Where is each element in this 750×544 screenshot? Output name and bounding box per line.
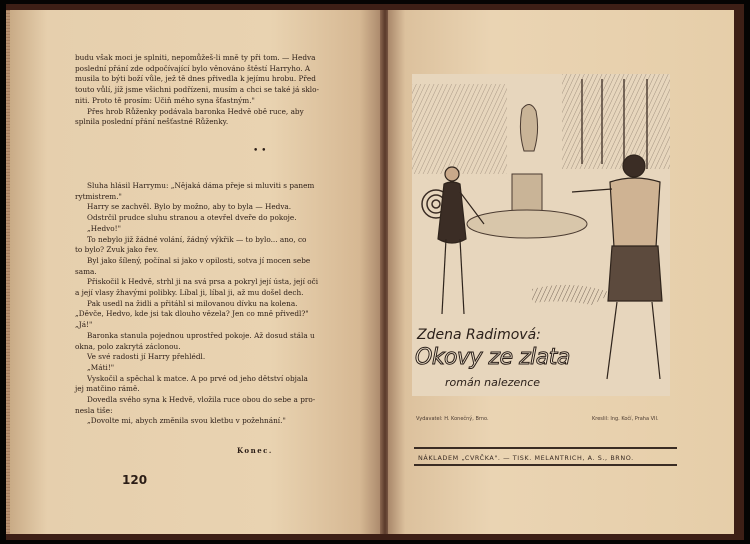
text-line: Dovedla svého syna k Hedvě, vložila ruce obou do sebe a pro- bbox=[87, 395, 316, 405]
text-line: „Děvče, Hedvo, kde jsi tak dlouho vězela? Jen co mně přivedl?" bbox=[75, 309, 309, 319]
section-separator: • • bbox=[253, 146, 267, 156]
divider-rule bbox=[414, 464, 677, 466]
text-line: Ve své radosti jí Harry přehlédl. bbox=[87, 352, 206, 362]
publisher-imprint: NÁKLADEM „CVRČKA". — TISK. MELANTRICH, A. S., BRNO. bbox=[418, 454, 634, 462]
text-line: Baronka stanula pojednou uprostřed pokoje. Až dosud stála u bbox=[87, 330, 315, 340]
text-line: nesla tiše: bbox=[75, 405, 113, 415]
author-name: Zdena Radimová: bbox=[417, 327, 541, 343]
text-line: Přiskočil k Hedvě, strhl ji na svá prsa a pokryl její ústa, její oči bbox=[87, 277, 319, 287]
text-line: budu však moci je splniti, nepomůžeš-li mně ty při tom. — Hedva bbox=[75, 53, 316, 62]
text-line: „Hedvo!" bbox=[87, 223, 121, 233]
text-line: niti. Proto tě prosím: Učiň mého syna šťastným." bbox=[75, 95, 255, 105]
text-line: jej matčino rámě. bbox=[75, 384, 140, 394]
trees-left bbox=[412, 84, 507, 174]
text-line: rytmistrem." bbox=[75, 191, 122, 201]
text-line: Byl jako šílený, počínal si jako v opilosti, sotva jí mocen sebe bbox=[87, 255, 311, 265]
text-line: sama. bbox=[75, 266, 97, 276]
text-line: To nebylo již žádné volání, žádný výkřik — to bylo... ano, co bbox=[87, 234, 307, 244]
text-line: musila to býti boží vůle, jež tě dnes přivedla k jejímu hrobu. Před bbox=[75, 74, 316, 84]
text-line: Přes hrob Růženky podávala baronka Hedvě obě ruce, aby bbox=[87, 106, 304, 116]
text-line: „Máti!" bbox=[87, 362, 115, 372]
text-line: a její vlasy žhavými polibky. Líbal ji, líbal ji, až mu došel dech. bbox=[75, 288, 304, 298]
open-book bbox=[6, 4, 744, 540]
text-line: Vyskočil a spěchal k matce. A po prvé od jeho dětství objala bbox=[87, 373, 308, 383]
divider-rule bbox=[414, 447, 677, 449]
end-mark: Konec. bbox=[237, 446, 273, 455]
text-line: to bylo? Zvuk jako řev. bbox=[75, 245, 159, 255]
building-columns bbox=[562, 74, 670, 169]
book-title: Okovy ze zlata bbox=[415, 345, 570, 370]
text-line: „Dovolte mi, abych změnila svou kletbu v požehnání." bbox=[87, 416, 286, 426]
text-line: Pak usedl na židli a přitáhl si milovanou dívku na kolena. bbox=[87, 298, 298, 308]
text-line: „Já!" bbox=[75, 320, 93, 330]
text-line: Sluha hlásil Harrymu: „Nějaká dáma přeje si mluviti s panem bbox=[87, 181, 315, 190]
text-line: touto vůlí, jíž jsme všichni podřízeni, musím a chci se také já sklo- bbox=[75, 85, 320, 95]
text-line: splnila poslední přání nešťastné Růženky. bbox=[75, 117, 229, 127]
left-page bbox=[10, 10, 382, 534]
publisher-credit: Vydavatel: H. Konečný, Brno. bbox=[416, 416, 489, 422]
text-line: okna, polo zakrytá záclonou. bbox=[75, 341, 181, 351]
text-line: poslední přání zde odpočívající bylo věnováno štěstí Harryho. A bbox=[75, 63, 311, 73]
text-line: Harry se zachvěl. Bylo by možno, aby to byla — Hedva. bbox=[87, 202, 292, 212]
text-line: Odstrčil prudce sluhu stranou a otevřel dveře do pokoje. bbox=[87, 213, 297, 223]
book-subtitle: román nalezence bbox=[445, 376, 541, 389]
page-number: 120 bbox=[122, 473, 148, 487]
text-block-top bbox=[75, 53, 373, 128]
right-page bbox=[388, 10, 734, 534]
illustrator-credit: Kreslil: Ing. Kočí, Praha VII. bbox=[592, 416, 659, 422]
text-block-bottom bbox=[75, 181, 373, 427]
